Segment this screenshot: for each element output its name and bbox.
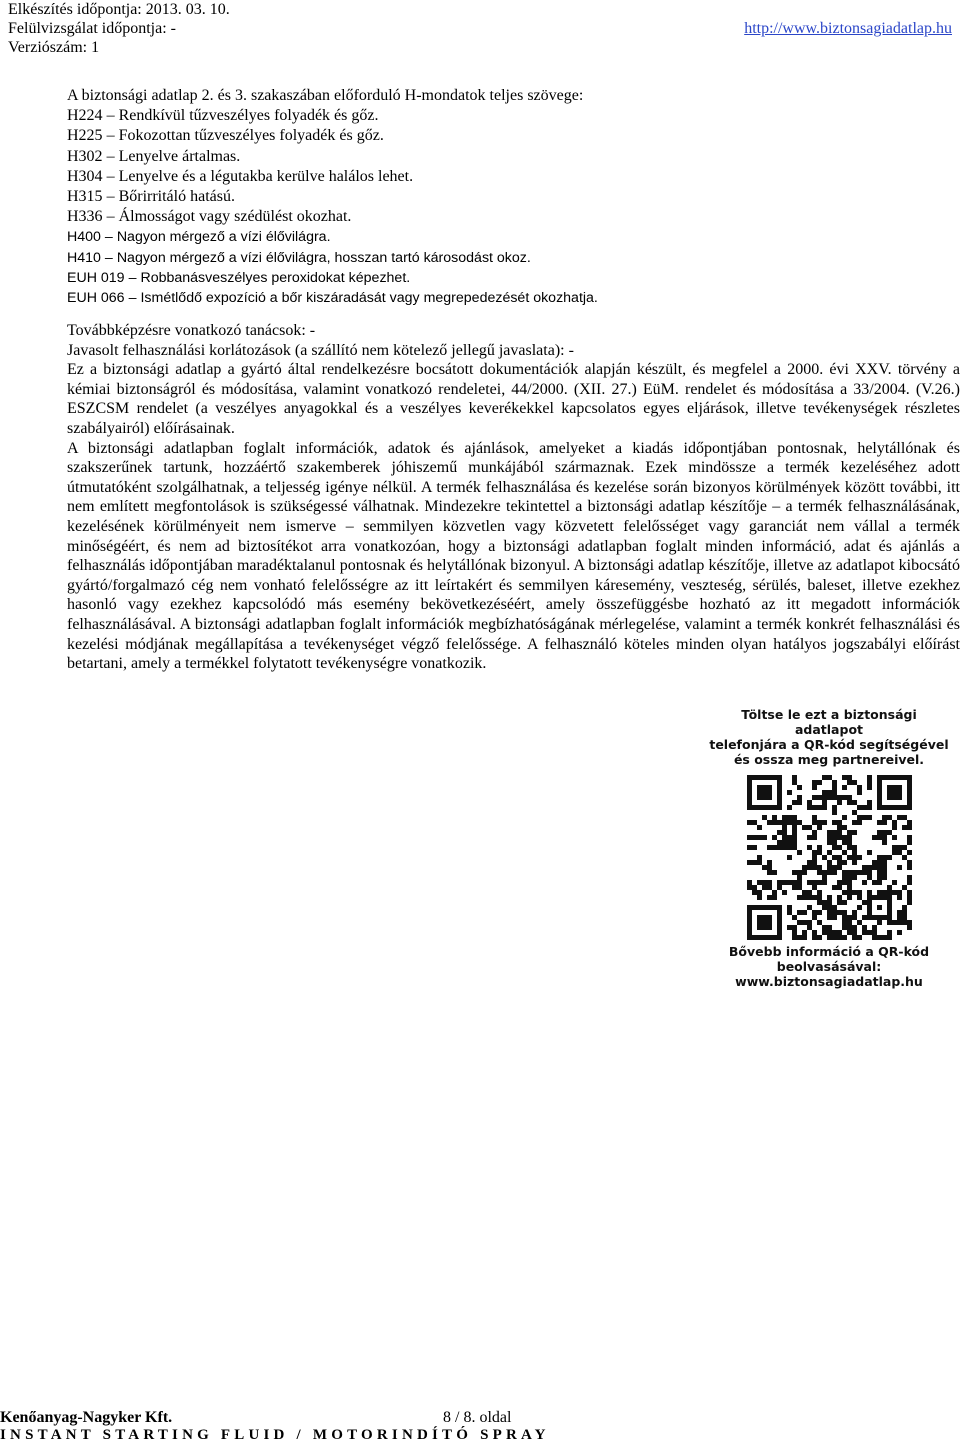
- training-advice: Továbbképzésre vonatkozó tanácsok: -: [67, 322, 316, 339]
- qr-caption-bottom: Bővebb információ a QR-kód beolvasásával: www.biztonsagiadatlap.hu: [728, 944, 930, 989]
- list-item: H315 – Bőrirritáló hatású.: [67, 188, 235, 206]
- h-statements-title: A biztonsági adatlap 2. és 3. szakaszában előforduló H-mondatok teljes szövege:: [67, 87, 584, 104]
- company-name: Kenőanyag-Nagyker Kft.: [0, 1409, 173, 1426]
- qr-code-icon[interactable]: [747, 775, 912, 940]
- list-item: H225 – Fokozottan tűzveszélyes folyadék és gőz.: [67, 127, 384, 145]
- h-statements-list: [67, 86, 960, 308]
- list-item: EUH 066 – Ismétlődő expozíció a bőr kiszáradását vagy megrepedezését okozhatja.: [67, 290, 598, 307]
- list-item: H336 – Álmosságot vagy szédülést okozhat.: [67, 208, 352, 226]
- qr-code-panel: [706, 707, 952, 1034]
- list-item: H302 – Lenyelve ártalmas.: [67, 147, 241, 165]
- qr-caption-top: Töltse le ezt a biztonsági adatlapot telefonjára a QR-kód segítségével és ossza meg partnereivel.: [709, 707, 949, 767]
- list-item: H400 – Nagyon mérgező a vízi élővilágra.: [67, 229, 331, 246]
- review-date: Felülvizsgálat időpontja: -: [8, 20, 176, 37]
- use-restrictions: Javasolt felhasználási korlátozások (a szállító nem kötelező jellegű javaslata): -: [67, 341, 574, 359]
- disclaimer-paragraph: A biztonsági adatlapban foglalt információk, adatok és ajánlások, amelyeket a kiadás időpontjában pontosnak, helytállónak és szakszerűnek tartunk, hozzáértő szakemberek jóhiszemű munkájából származnak. Ezek mindössze a termék kezeléséhez adott útmutatóként szolgálhatnak, a teljesség igénye nélkül. A termék felhasználása és kezelése során bizonyos körülmények között további, itt nem említett megfontolások is szükségessé válhatnak. Mindezekre tekintettel a biztonsági adatlap készítője – a termék felhasználásának, kezelésének körülményeit nem ismerve – semmilyen közvetlen vagy közvetett felelősséget vagy garanciát nem vállal a termék minőségéért, és nem ad biztosítékot arra vonatkozóan, hogy a biztonsági adatlapban foglalt minden információ, adat és ajánlás a felhasználás időpontjában maradéktalanul pontosnak és helytállónak bizonyul. A biztonsági adatlap készítője, illetve az adatlapot kibocsátó gyártó/forgalmazó cég nem vonható felelősségre az itt leírtakért és semmilyen káresemény, veszteség, sérülés, baleset, illetve ezekhez hasonló vagy ezekhez kapcsolódó más esemény bekövetkezéséért, amely összefüggésbe hozható az itt megadott információk felhasználásával. A biztonsági adatlapban foglalt információk megbízhatóságának mérlegelése, valamint a termék konkrét felhasználási és kezelési módjának megállapítása a tevékenységet végző felelőssége. A felhasználó köteles minden olyan hatályos jogszabályi előírást betartani, amely a termékkel folytatott tevékenységre vonatkozik.: [67, 439, 960, 673]
- page-number: 8 / 8. oldal: [443, 1409, 512, 1426]
- list-item: H304 – Lenyelve és a légutakba kerülve halálos lehet.: [67, 167, 414, 185]
- version-number: Verziószám: 1: [8, 39, 100, 56]
- list-item: EUH 019 – Robbanásveszélyes peroxidokat képezhet.: [67, 269, 411, 286]
- website-link[interactable]: http://www.biztonsagiadatlap.hu: [744, 20, 952, 37]
- document-header: [8, 0, 952, 60]
- creation-date: Elkészítés időpontja: 2013. 03. 10.: [8, 1, 230, 18]
- product-name: INSTANT STARTING FLUID / MOTORINDÍTÓ SPRAY: [0, 1427, 550, 1443]
- document-footer: [0, 1409, 960, 1447]
- legal-compliance-paragraph: Ez a biztonsági adatlap a gyártó által rendelkezésre bocsátott dokumentációk alapján készült, és megfelel a 2000. évi XXV. törvény a kémiai biztonságról és módosítása, valamint vonatkozó rendeletei, 44/2000. (XII. 27.) EüM. rendelet és módosítása a 33/2004. (V.26.) ESZCSM rendelet (a veszélyes anyagokkal és a veszélyes keverékekkel kapcsolatos egyes eljárások, illetve tevékenységek részletes szabályairól) előírásainak.: [67, 361, 960, 437]
- list-item: H410 – Nagyon mérgező a vízi élővilágra, hosszan tartó károsodást okoz.: [67, 249, 531, 266]
- additional-information: [67, 321, 960, 674]
- list-item: H224 – Rendkívül tűzveszélyes folyadék és gőz.: [67, 107, 379, 125]
